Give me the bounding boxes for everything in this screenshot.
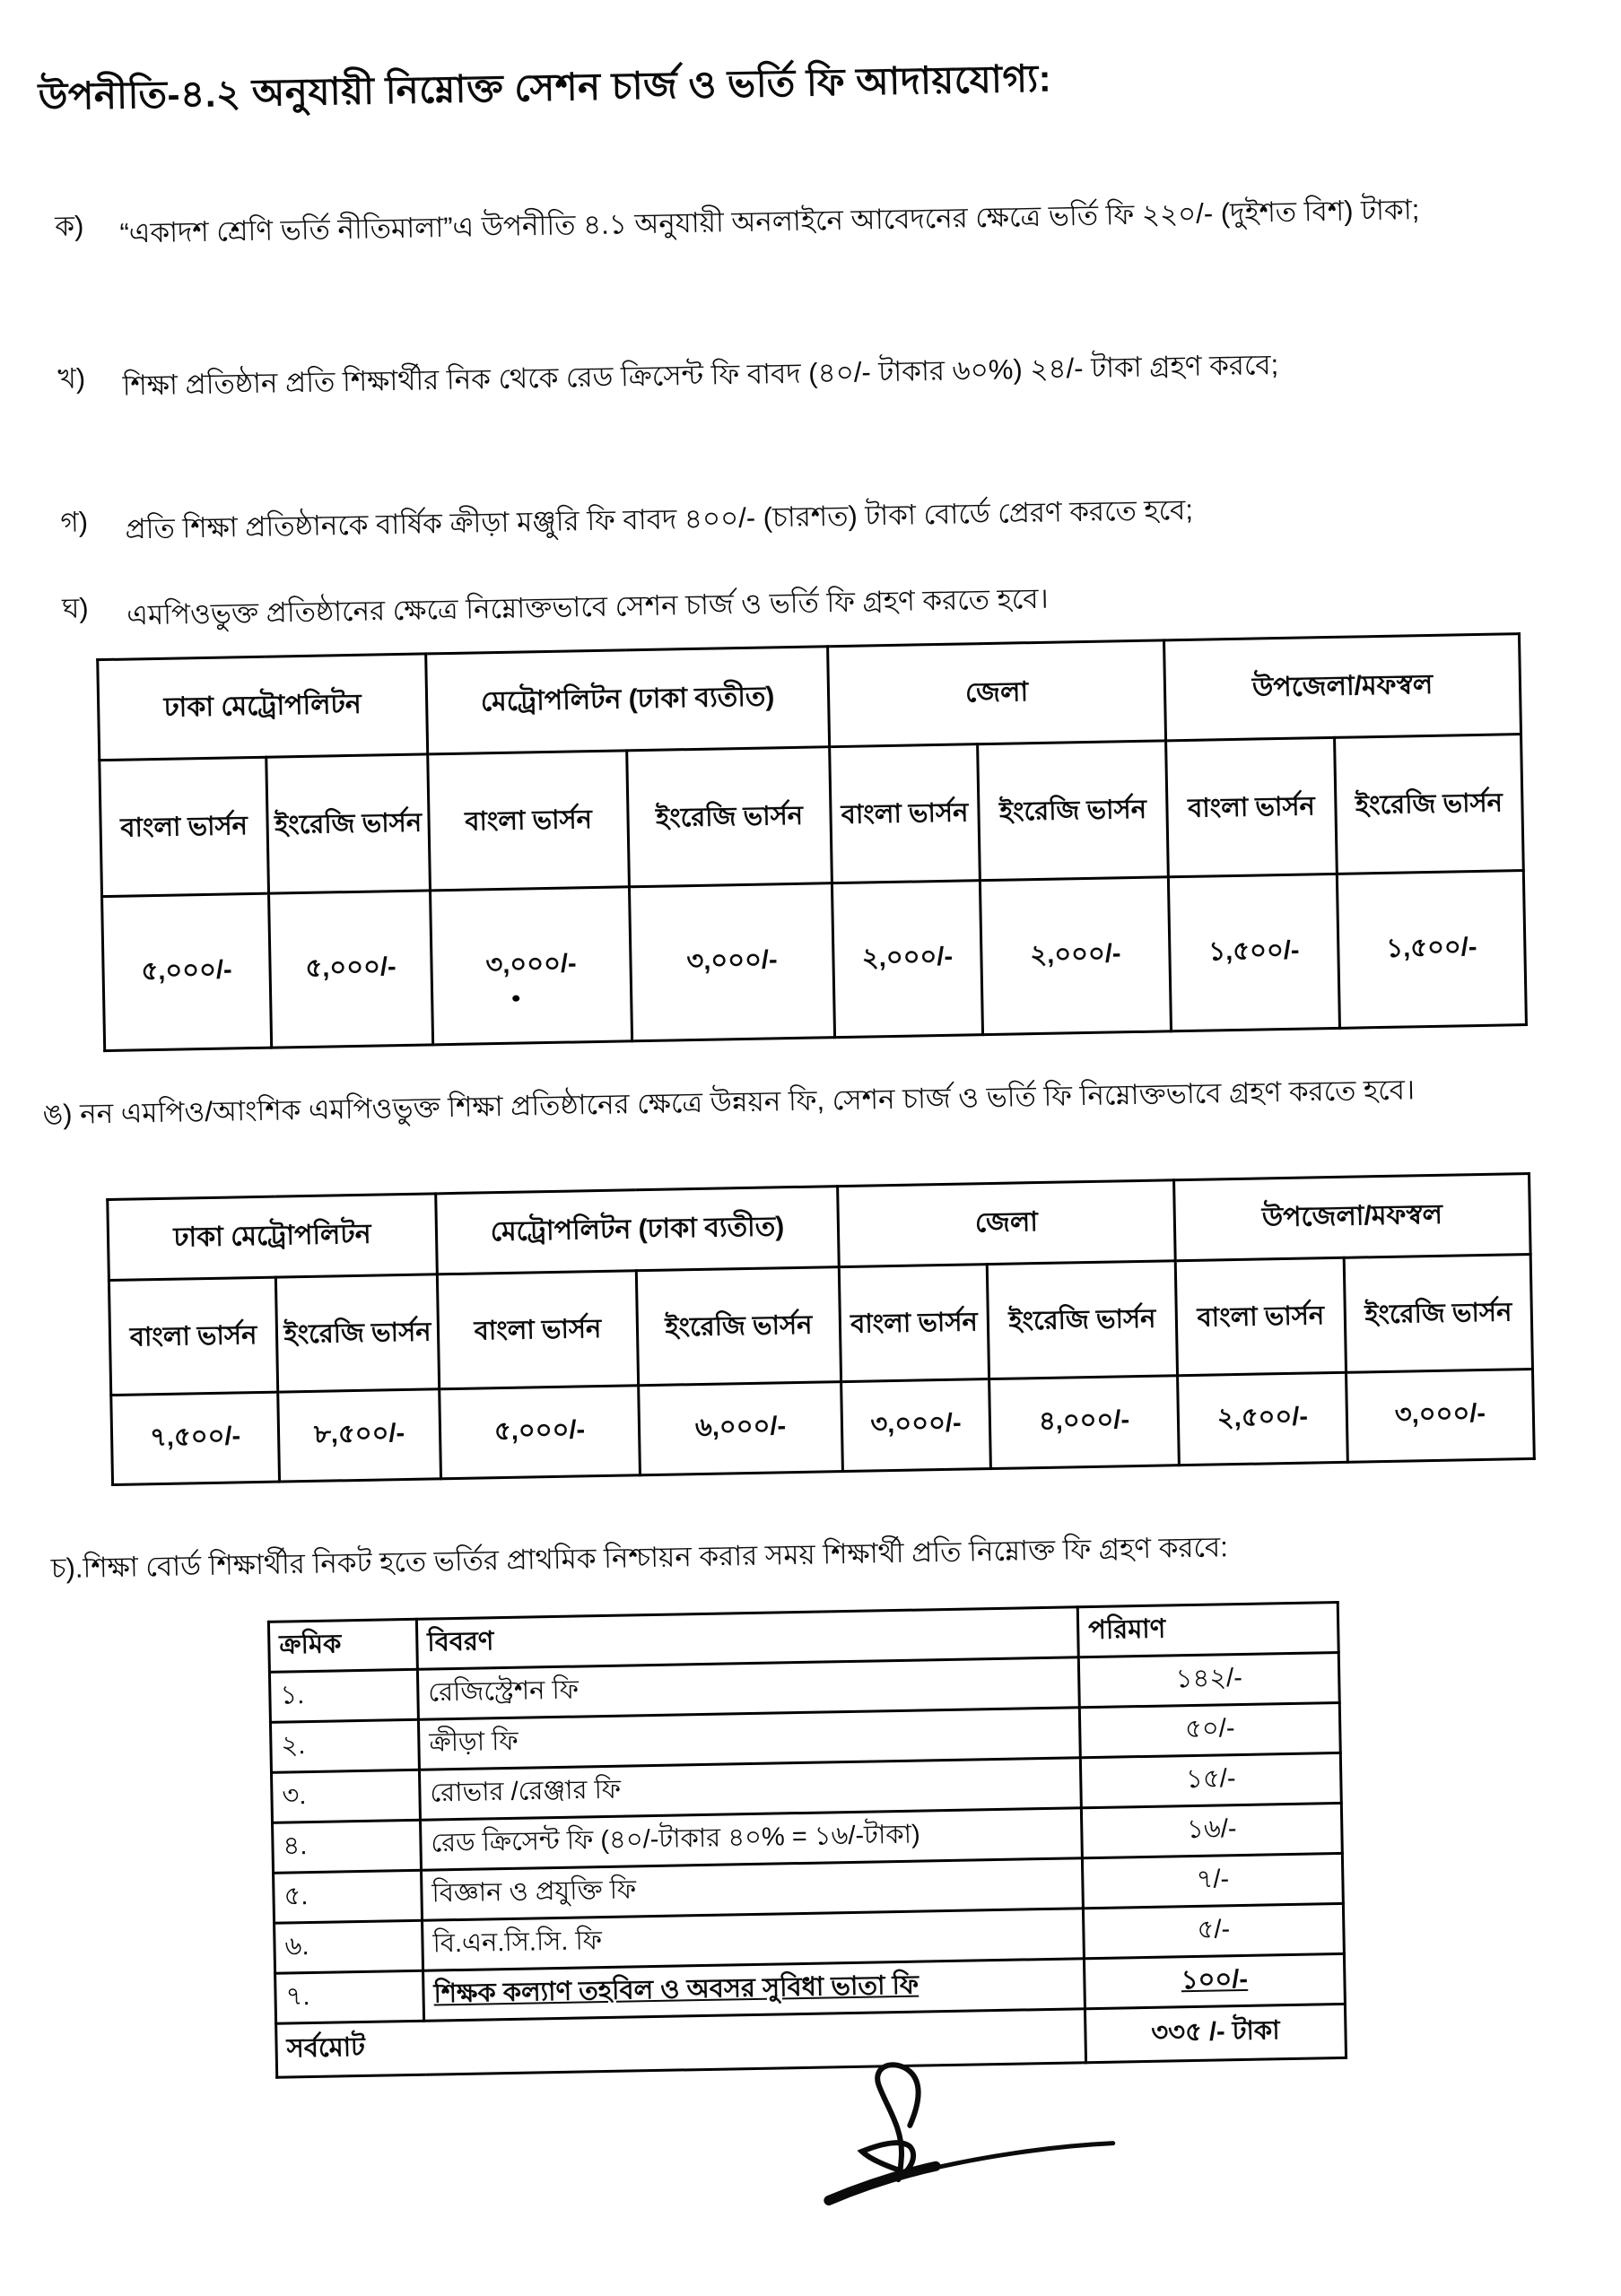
amount-cell: ১০০/- [1084, 1953, 1345, 2008]
col-header-serial: ক্রমিক [268, 1619, 417, 1672]
group-header-district: জেলা [828, 640, 1166, 747]
serial-cell: ৫. [274, 1870, 423, 1923]
serial-cell: ৩. [271, 1770, 420, 1822]
subheader-cell: বাংলা ভার্সন [109, 1277, 277, 1395]
amount-cell: ৭/- [1082, 1853, 1343, 1908]
subheader-cell: ইংরেজি ভার্সন [627, 747, 832, 887]
subheader-cell: বাংলা ভার্সন [100, 757, 269, 896]
description-cell: রেজিস্ট্রেশন ফি [417, 1657, 1079, 1719]
serial-cell: ১. [269, 1669, 418, 1722]
list-label-ga: গ) [60, 506, 89, 538]
list-text-ga: প্রতি শিক্ষা প্রতিষ্ঠানকে বার্ষিক ক্রীড়া মঞ্জুরি ফি বাবদ ৪০০/- (চারশত) টাকা বোর্ডে প্রেরণ করতে হবে; [125, 493, 1194, 545]
non-mpo-fee-table [106, 1172, 1536, 1486]
subheader-cell: ইংরেজি ভার্সন [266, 754, 431, 893]
subheader-cell: ইংরেজি ভার্সন [275, 1274, 439, 1392]
group-header-upazila: উপজেলা/মফস্বল [1164, 634, 1521, 741]
list-text-kha: শিক্ষা প্রতিষ্ঠান প্রতি শিক্ষার্থীর নিক থেকে রেড ক্রিসেন্ট ফি বাবদ (৪০/- টাকার ৬০%) ২৪/- টাকা গ্রহণ করবে; [122, 348, 1279, 402]
section-uno: ঙ) নন এমপিও/আংশিক এমপিওভুক্ত শিক্ষা প্রতিষ্ঠানের ক্ষেত্রে উন্নয়ন ফি, সেশন চার্জ ও ভর্তি ফি নিম্নোক্তভাবে গ্রহণ করতে হবে। [42, 1074, 1416, 1131]
subheader-cell: বাংলা ভার্সন [830, 744, 980, 883]
subheader-cell: ইংরেজি ভার্সন [987, 1261, 1177, 1379]
subheader-cell: বাংলা ভার্সন [839, 1265, 989, 1382]
amount-cell: ৫,০০০/- [102, 893, 272, 1050]
scan-artifact-dot [512, 996, 519, 1002]
col-header-amount: পরিমাণ [1077, 1602, 1338, 1657]
list-label-kha: খ) [57, 362, 86, 395]
serial-cell: ৭. [275, 1970, 424, 2023]
list-label-gha: ঘ) [61, 592, 89, 624]
amount-cell: ৫/- [1083, 1903, 1344, 1958]
mpo-fee-table [96, 632, 1528, 1052]
page-title: উপনীতি-৪.২ অনুযায়ী নিম্নোক্ত সেশন চার্জ ও ভর্তি ফি আদায়যোগ্য: [38, 57, 1052, 118]
list-text-ka: “একাদশ শ্রেণি ভর্তি নীতিমালা”এ উপনীতি ৪.১ অনুযায়ী অনলাইনে আবেদনের ক্ষেত্রে ভর্তি ফি ২২০/- (দুইশত বিশ) টাকা; [119, 194, 1420, 249]
amount-cell: ১৪২/- [1078, 1652, 1339, 1707]
list-label-ka: ক) [55, 210, 84, 242]
group-header-upazila: উপজেলা/মফস্বল [1174, 1174, 1531, 1261]
amount-cell: ৪,০০০/- [989, 1376, 1180, 1469]
amount-cell: ২,৫০০/- [1178, 1372, 1348, 1465]
subheader-cell: বাংলা ভার্সন [1175, 1257, 1346, 1375]
amount-cell: ৫,০০০/- [440, 1386, 641, 1479]
serial-cell: ৪. [273, 1820, 422, 1873]
description-cell: রেড ক্রিসেন্ট ফি (৪০/-টাকার ৪০% = ১৬/-টাকা) [420, 1808, 1082, 1870]
description-cell: ক্রীড়া ফি [418, 1708, 1080, 1770]
amount-cell: ৬,০০০/- [639, 1382, 843, 1475]
serial-cell: ৬. [275, 1920, 423, 1973]
list-text-gha: এমপিওভুক্ত প্রতিষ্ঠানের ক্ষেত্রে নিম্নোক্তভাবে সেশন চার্জ ও ভর্তি ফি গ্রহণ করতে হবে। [126, 582, 1049, 631]
amount-cell: ৩,০০০/- [629, 883, 834, 1041]
amount-cell: ১৬/- [1081, 1803, 1342, 1857]
description-cell: বি.এন.সি.সি. ফি [423, 1909, 1085, 1970]
group-header-dhaka-metro: ঢাকা মেট্রোপলিটন [98, 654, 428, 761]
group-header-district: জেলা [838, 1180, 1176, 1267]
subheader-cell: ইংরেজি ভার্সন [636, 1267, 841, 1386]
amount-cell: ১,৫০০/- [1168, 874, 1339, 1031]
group-header-metro-except-dhaka: মেট্রোপলিটন (ঢাকা ব্যতীত) [426, 647, 830, 754]
subheader-cell: ইংরেজি ভার্সন [978, 741, 1169, 881]
amount-cell: ১,৫০০/- [1337, 871, 1526, 1029]
signature-scribble [808, 2051, 1125, 2222]
serial-cell: ২. [270, 1719, 419, 1772]
amount-cell: ৭,৫০০/- [111, 1392, 280, 1484]
subheader-cell: ইংরেজি ভার্সন [1344, 1254, 1532, 1372]
subheader-cell: বাংলা ভার্সন [1166, 737, 1338, 876]
total-label: সর্বমোট [276, 2009, 1086, 2078]
fee-breakdown-table [267, 1601, 1347, 2079]
section-cha: চ).শিক্ষা বোর্ড শিক্ষার্থীর নিকট হতে ভর্তির প্রাথমিক নিশ্চায়ন করার সময় শিক্ষার্থী প্রতি নিম্নোক্ত ফি গ্রহণ করবে: [50, 1531, 1229, 1585]
description-cell: রোভার /রেঞ্জার ফি [419, 1758, 1081, 1820]
total-amount: ৩৩৫ /- টাকা [1085, 2004, 1346, 2062]
amount-cell: ২,০০০/- [832, 881, 982, 1038]
description-cell: বিজ্ঞান ও প্রযুক্তি ফি [422, 1858, 1084, 1920]
amount-cell: ৫,০০০/- [269, 891, 433, 1048]
subheader-cell: বাংলা ভার্সন [437, 1271, 638, 1389]
amount-cell: ৩,০০০/- [841, 1379, 991, 1472]
amount-cell: ৩,০০০/- [1346, 1369, 1535, 1462]
group-header-dhaka-metro: ঢাকা মেট্রোপলিটন [108, 1194, 438, 1281]
amount-cell: ২,০০০/- [980, 877, 1171, 1035]
subheader-cell: ইংরেজি ভার্সন [1335, 735, 1524, 874]
col-header-description: বিবরণ [416, 1607, 1078, 1669]
amount-cell: ৫০/- [1079, 1702, 1340, 1757]
description-cell: শিক্ষক কল্যাণ তহবিল ও অবসর সুবিধা ভাতা ফি [423, 1959, 1085, 2021]
amount-cell: ১৫/- [1080, 1752, 1341, 1807]
group-header-metro-except-dhaka: মেট্রোপলিটন (ঢাকা ব্যতীত) [436, 1187, 840, 1274]
amount-cell: ৮,৫০০/- [278, 1389, 441, 1482]
subheader-cell: বাংলা ভার্সন [428, 751, 630, 891]
amount-cell: ৩,০০০/- [431, 887, 632, 1045]
